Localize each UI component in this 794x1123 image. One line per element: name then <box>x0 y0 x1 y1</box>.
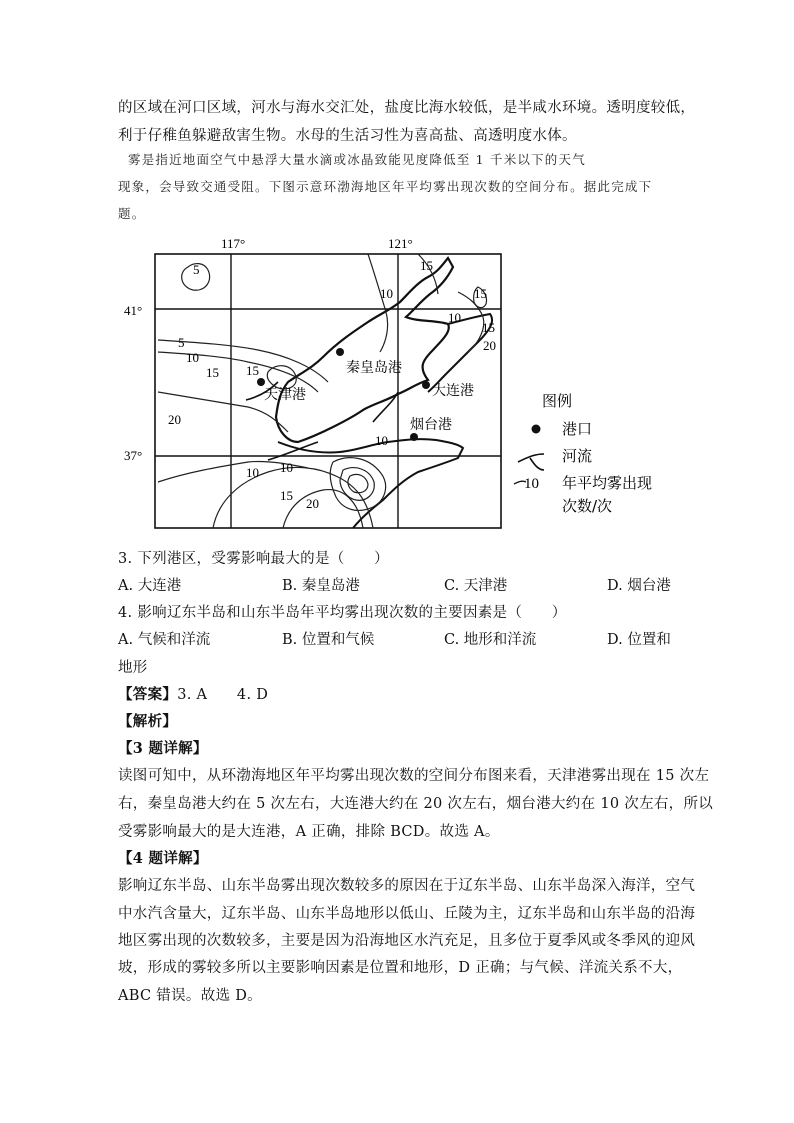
option-d[interactable]: D. 烟台港 <box>607 578 671 594</box>
port-label: 秦皇岛港 <box>346 361 402 376</box>
contour-label: 20 <box>168 412 181 427</box>
q4-detail-line: ABC 错误。故选 D。 <box>118 988 262 1004</box>
contour-label: 10 <box>448 310 461 325</box>
contour-label: 15 <box>482 320 495 335</box>
q4-detail-line: 影响辽东半岛、山东半岛雾出现次数较多的原因在于辽东半岛、山东半岛深入海洋，空气 <box>118 878 696 894</box>
answer-value: 3. A 4. D <box>177 687 269 703</box>
option-a[interactable]: A. 气候和洋流 <box>118 632 211 648</box>
port-marker <box>422 381 430 389</box>
question-4: 4. 影响辽东半岛和山东半岛年平均雾出现次数的主要因素是（ ） <box>118 605 567 621</box>
answer-label: 【答案】 <box>118 686 178 703</box>
contour-label: 15 <box>246 363 259 378</box>
q3-detail-label: 【3 题详解】 <box>118 740 208 757</box>
latitude-label: 41° <box>124 303 143 318</box>
contour-label: 15 <box>420 258 433 273</box>
legend-port-symbol <box>532 425 541 434</box>
q4-detail-line: 地区雾出现的次数较多，主要是因为沿海地区水汽充足，且多位于夏季风或冬季风的迎风 <box>118 933 696 949</box>
contour-label: 10 <box>246 465 259 480</box>
coastline <box>276 258 453 442</box>
q3-detail-line: 读图可知中，从环渤海地区年平均雾出现次数的空间分布图来看，天津港雾出现在 15 次左 <box>118 768 710 784</box>
legend-contour-label: 年平均雾出现 <box>562 474 653 492</box>
contour-label: 15 <box>280 488 293 503</box>
question-3: 3. 下列港区，受雾影响最大的是（ ） <box>118 551 389 567</box>
latitude-label: 37° <box>124 448 143 463</box>
contour-label: 10 <box>186 350 199 365</box>
map-legend <box>514 392 652 515</box>
intro-line: 现象，会导致交通受阻。下图示意环渤海地区年平均雾出现次数的空间分布。据此完成下 <box>118 179 653 194</box>
option-b[interactable]: B. 位置和气候 <box>282 632 375 648</box>
intro-line: 雾是指近地面空气中悬浮大量水滴或冰晶致能见度降低至 1 千米以下的天气 <box>128 152 586 167</box>
q4-detail-line: 中水汽含量大，辽东半岛、山东半岛地形以低山、丘陵为主，辽东半岛和山东半岛的沿海 <box>118 906 696 922</box>
legend-river-label: 河流 <box>562 447 593 465</box>
contour-label: 10 <box>375 433 388 448</box>
port-label: 大连港 <box>432 384 474 399</box>
port-label: 烟台港 <box>410 418 452 433</box>
port-label: 天津港 <box>264 388 306 403</box>
option-a[interactable]: A. 大连港 <box>118 578 182 594</box>
contour-label: 10 <box>280 460 293 475</box>
option-c[interactable]: C. 天津港 <box>444 578 508 594</box>
q4-detail-line: 坡，形成的雾较多所以主要影响因素是位置和地形，D 正确；与气候、洋流关系不大， <box>118 960 683 976</box>
q4-detail-label: 【4 题详解】 <box>118 850 208 867</box>
q3-detail-line: 受雾影响最大的是大连港，A 正确，排除 BCD。故选 A。 <box>118 824 500 840</box>
legend-contour-label: 次数/次 <box>562 497 613 515</box>
contour-label: 20 <box>306 496 319 511</box>
contour-label: 5 <box>178 335 185 350</box>
port-marker <box>336 348 344 356</box>
longitude-label: 121° <box>388 236 413 251</box>
option-c[interactable]: C. 地形和洋流 <box>444 632 537 648</box>
q3-detail-line: 右，秦皇岛港大约在 5 次左右，大连港大约在 20 次左右，烟台港大约在 10 次左右，所以 <box>118 796 714 812</box>
option-d-wrap: 地形 <box>118 660 148 676</box>
option-d[interactable]: D. 位置和 <box>607 632 671 648</box>
shandong-coast <box>278 439 463 528</box>
longitude-label: 117° <box>221 236 246 251</box>
legend-river-symbol <box>518 454 544 470</box>
port-marker <box>257 378 265 386</box>
contour-label: 20 <box>483 338 496 353</box>
body-text-line: 利于仔稚鱼躲避敌害生物。水母的生活习性为喜高盐、高透明度水体。 <box>118 128 577 144</box>
contour-label: 10 <box>380 286 393 301</box>
contour-label: 15 <box>206 365 219 380</box>
option-b[interactable]: B. 秦皇岛港 <box>282 578 360 594</box>
legend-title: 图例 <box>542 392 573 410</box>
intro-line: 题。 <box>118 206 146 221</box>
analysis-label: 【解析】 <box>118 713 178 730</box>
body-text-line: 的区域在河口区域，河水与海水交汇处，盐度比海水较低，是半咸水环境。透明度较低， <box>118 100 696 116</box>
fog-distribution-map <box>118 232 718 532</box>
contour-label: 15 <box>474 286 487 301</box>
contour-label: 5 <box>193 262 200 277</box>
legend-port-label: 港口 <box>562 420 593 438</box>
legend-contour-value: 10 <box>524 476 539 492</box>
port-marker <box>410 433 418 441</box>
question-intro <box>118 146 678 227</box>
answer-row <box>118 683 268 704</box>
